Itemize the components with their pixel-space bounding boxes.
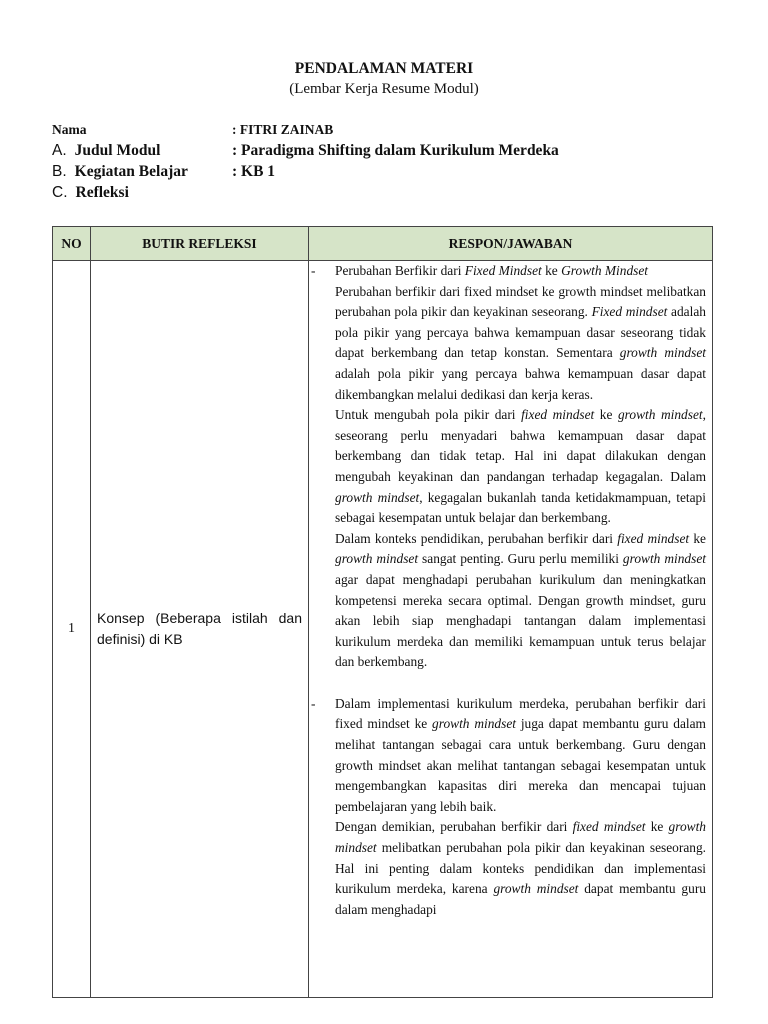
judul-modul-value: : Paradigma Shifting dalam Kurikulum Merdeka — [232, 142, 559, 159]
bullet-dash: - — [311, 263, 316, 278]
bullet-1-paragraph-3: Dalam konteks pendidikan, perubahan berfikir dari fixed mindset ke growth mindset sangat penting. Guru perlu memiliki growth mindset agar dapat menghadapi perubahan kurikulum dan meningkatkan kompetensi mereka secara optimal. Dengan growth mindset, guru akan lebih siap menghadapi tantangan dalam implementasi kurikulum merdeka dan memiliki kemampuan untuk terus belajar dan berkembang. — [335, 530, 706, 670]
nama-value: : FITRI ZAINAB — [232, 122, 334, 137]
table-row — [53, 261, 713, 998]
response-bullet-1 — [311, 261, 706, 673]
bullet-2-paragraph-1: Dalam implementasi kurikulum merdeka, perubahan berfikir dari fixed mindset ke growth mindset juga dapat membantu guru dalam melihat tantangan sebagai cara untuk berkembang. Guru dengan growth mindset akan melihat tantangan sebagai kesempatan untuk mengembangkan kapasitas diri mereka dan mencapai tujuan pembelajaran yang lebih baik. — [335, 695, 706, 814]
nama-label: Nama — [52, 122, 87, 137]
page-subtitle: (Lembar Kerja Resume Modul) — [289, 81, 479, 97]
judul-modul-label: Judul Modul — [74, 142, 161, 159]
bullet-2-paragraph-2: Dengan demikian, perubahan berfikir dari fixed mindset ke growth mindset melibatkan perubahan pola pikir dan keyakinan seseorang. Hal ini penting dalam konteks pendidikan dan implementasi kurikulum merdeka, karena growth mindset dapat membantu guru dalam menghadapi — [335, 819, 706, 917]
bullet-1-paragraph-2: Untuk mengubah pola pikir dari fixed mindset ke growth mindset, seseorang perlu menyadari bahwa kemampuan dasar dapat berkembang dan tidak tetap. Hal ini dapat dilakukan dengan mengubah keyakinan dan pandangan terhadap kegagalan. Dalam growth mindset, kegagalan bukanlah tanda ketidakmampuan, tetapi sebagai kesempatan untuk belajar dan berkembang. — [335, 407, 706, 526]
bullet-1-paragraph-1: Perubahan berfikir dari fixed mindset ke growth mindset melibatkan perubahan pola pikir dan keyakinan seseorang. Fixed mindset adalah pola pikir yang percaya bahwa kemampuan dasar seseorang tidak dapat berkembang dan tetap konstan. Sementara growth mindset adalah pola pikir yang percaya bahwa kemampuan dasar dapat dikembangkan melalui dedikasi dan kerja keras. — [335, 283, 706, 402]
refleksi-table — [52, 226, 713, 998]
header-respon-jawaban: RESPON/JAWABAN — [309, 227, 713, 261]
header-no: NO — [53, 227, 91, 261]
table-header-row — [53, 227, 713, 261]
bullet-1-heading: Perubahan Berfikir dari Fixed Mindset ke Growth Mindset — [335, 263, 649, 278]
header-butir-refleksi: BUTIR REFLEKSI — [91, 227, 309, 261]
kegiatan-belajar-label: Kegiatan Belajar — [74, 163, 188, 180]
row-respon — [309, 261, 713, 998]
page-title: PENDALAMAN MATERI — [294, 60, 474, 77]
refleksi-label: Refleksi — [75, 184, 129, 201]
kegiatan-belajar-value: : KB 1 — [232, 163, 276, 180]
response-bullet-2 — [311, 694, 706, 921]
row-number: 1 — [53, 261, 91, 998]
row-butir: Konsep (Beberapa istilah dan definisi) di KB — [91, 261, 309, 998]
kegiatan-belajar-marker: B. — [52, 163, 67, 180]
judul-modul-marker: A. — [52, 142, 67, 159]
bullet-dash: - — [311, 695, 316, 711]
refleksi-marker: C. — [52, 184, 68, 201]
